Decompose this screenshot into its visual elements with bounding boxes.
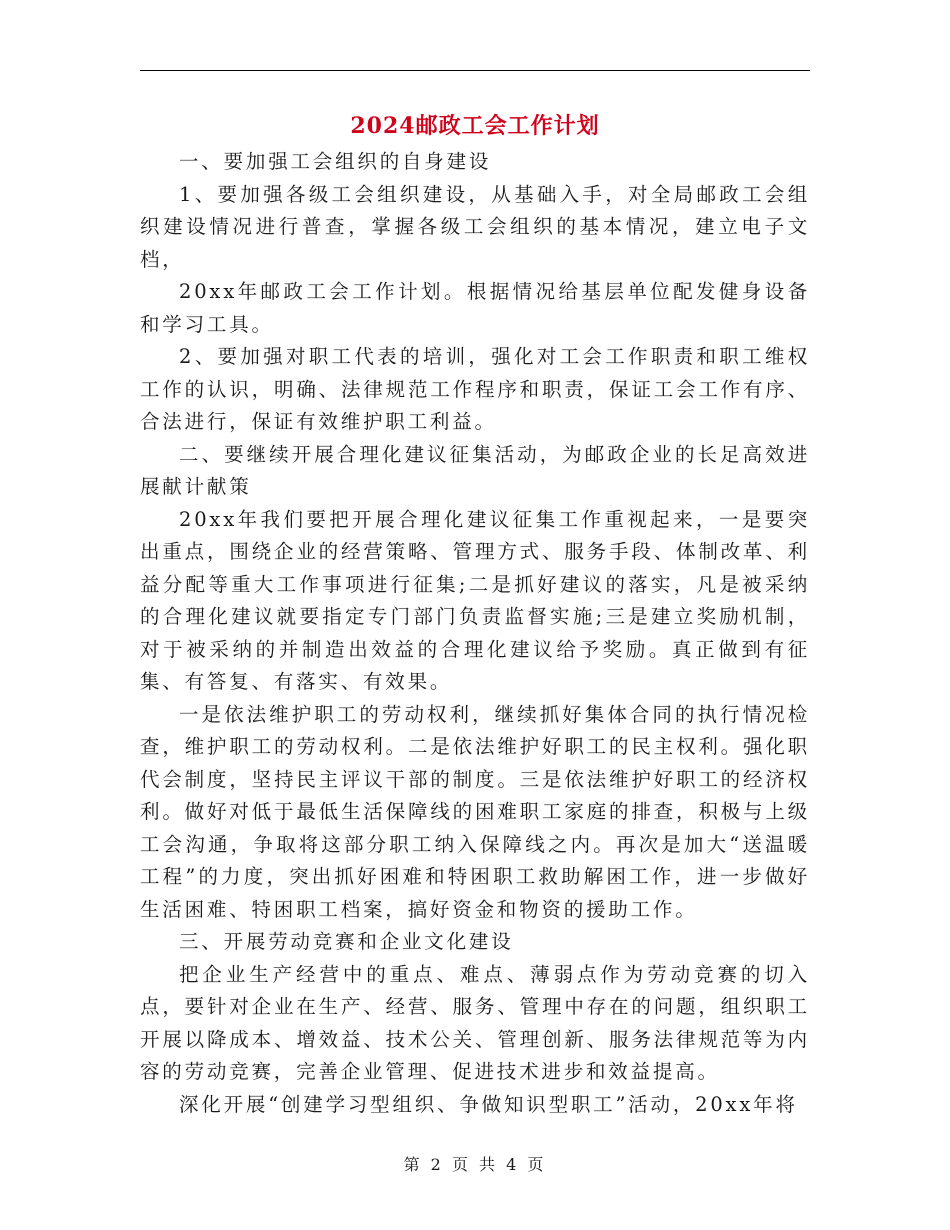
header-rule — [140, 70, 810, 71]
body-paragraph: 20xx年邮政工会工作计划。根据情况给基层单位配发健身设备和学习工具。 — [140, 280, 810, 336]
section-heading-2: 二、要继续开展合理化建议征集活动，为邮政企业的长足高效进展献计献策 — [140, 442, 810, 498]
body-paragraph: 把企业生产经营中的重点、难点、薄弱点作为劳动竞赛的切入点，要针对企业在生产、经营、服务、管理中存在的问题，组织职工开展以降成本、增效益、技术公关、管理创新、服务法律规范等为内容的劳动竞赛，完善企业管理、促进技术进步和效益提高。 — [140, 962, 810, 1083]
section-heading-3: 三、开展劳动竞赛和企业文化建设 — [179, 930, 514, 953]
body-paragraph: 20xx年我们要把开展合理化建议征集工作重视起来，一是要突出重点，围绕企业的经营策略、管理方式、服务手段、体制改革、利益分配等重大工作事项进行征集;二是抓好建议的落实，凡是被采纳的合理化建议就要指定专门部门负责监督实施;三是建立奖励机制，对于被采纳的并制造出效益的合理化建议给予奖励。真正做到有征集、有答复、有落实、有效果。 — [140, 507, 810, 693]
document-title: 2024邮政工会工作计划 — [350, 113, 600, 139]
body-paragraph: 一是依法维护职工的劳动权利，继续抓好集体合同的执行情况检查，维护职工的劳动权利。二是依法维护好职工的民主权利。强化职代会制度，坚持民主评议干部的制度。三是依法维护好职工的经济权利。做好对低于最低生活保障线的困难职工家庭的排查，积极与上级工会沟通，争取将这部分职工纳入保障线之内。再次是加大“送温暖工程”的力度，突出抓好困难和特困职工救助解困工作，进一步做好生活困难、特困职工档案，搞好资金和物资的援助工作。 — [140, 702, 810, 921]
section-heading-1: 一、要加强工会组织的自身建设 — [179, 150, 492, 173]
page-number: 第 2 页 共 4 页 — [403, 1155, 547, 1174]
body-paragraph: 深化开展“创建学习型组织、争做知识型职工”活动，20xx年将 — [179, 1092, 798, 1116]
body-paragraph: 1、要加强各级工会组织建设，从基础入手，对全局邮政工会组织建设情况进行普查，掌握各级工会组织的基本情况，建立电子文档， — [140, 182, 810, 271]
document-body — [140, 146, 810, 1121]
body-paragraph: 2、要加强对职工代表的培训，强化对工会工作职责和职工维权工作的认识，明确、法律规范工作程序和职责，保证工会工作有序、合法进行，保证有效维护职工利益。 — [140, 345, 810, 433]
